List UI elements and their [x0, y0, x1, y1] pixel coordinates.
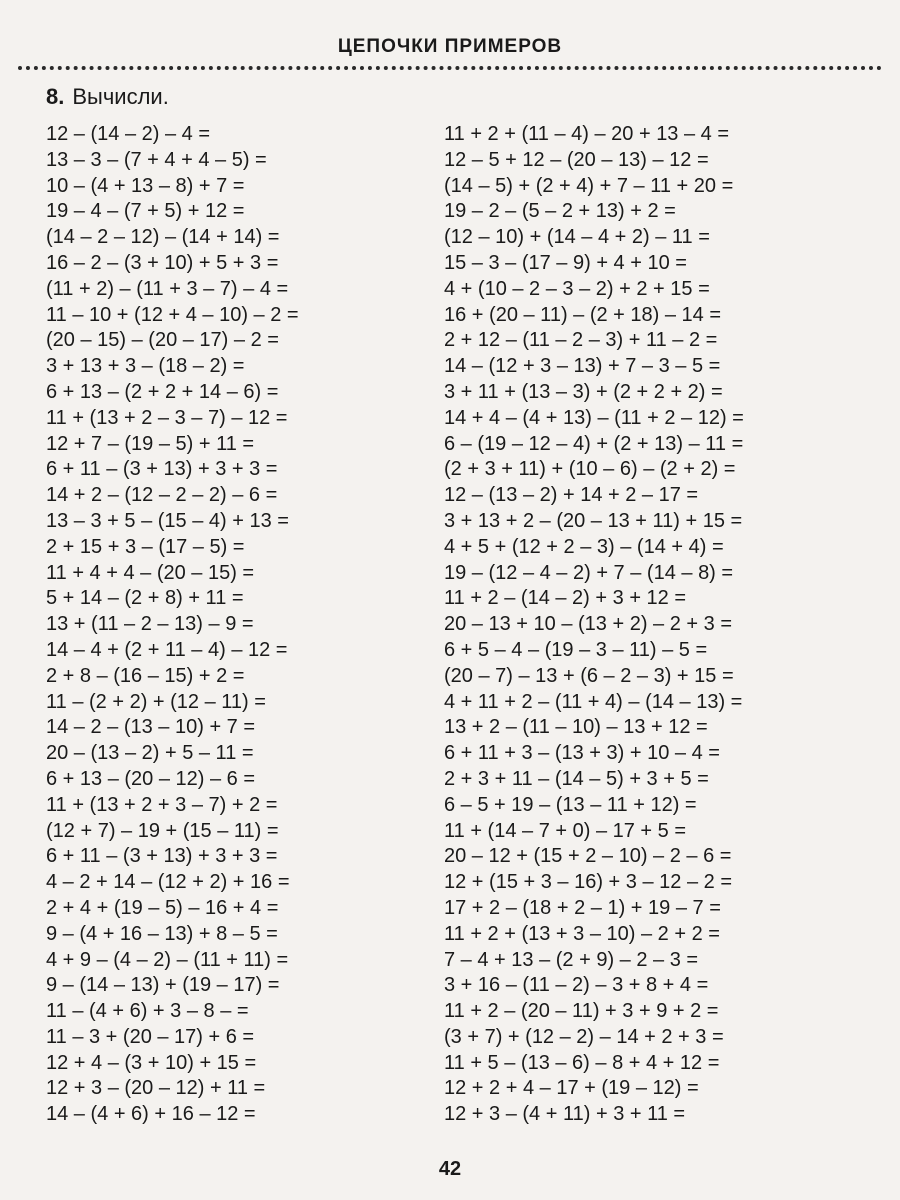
- math-expression: 17 + 2 – (18 + 2 – 1) + 19 – 7 =: [444, 896, 721, 919]
- math-expression: 12 + 3 – (20 – 12) + 11 =: [46, 1077, 266, 1100]
- math-expression: 14 – 4 + (2 + 11 – 4) – 12 =: [46, 638, 288, 661]
- math-expression: 11 + (13 + 2 + 3 – 7) + 2 =: [46, 793, 278, 816]
- math-expression: 20 – 12 + (15 + 2 – 10) – 2 – 6 =: [444, 845, 732, 868]
- math-expression: (14 – 5) + (2 + 4) + 7 – 11 + 20 =: [444, 174, 734, 197]
- math-expression: 11 – 3 + (20 – 17) + 6 =: [46, 1025, 255, 1048]
- math-expression: 6 + 5 – 4 – (19 – 3 – 11) – 5 =: [444, 638, 708, 661]
- math-expression: 10 – (4 + 13 – 8) + 7 =: [46, 174, 245, 197]
- math-expression: 15 – 3 – (17 – 9) + 4 + 10 =: [444, 251, 687, 274]
- math-expression: 11 – (2 + 2) + (12 – 11) =: [46, 690, 266, 713]
- math-expression: 6 + 11 – (3 + 13) + 3 + 3 =: [46, 458, 278, 481]
- math-expression: 6 – 5 + 19 – (13 – 11 + 12) =: [444, 793, 697, 816]
- math-expression: 14 – 2 – (13 – 10) + 7 =: [46, 716, 256, 739]
- page-title: ЦЕПОЧКИ ПРИМЕРОВ: [337, 36, 563, 57]
- task-number: 8.: [46, 84, 65, 109]
- task-instruction: Вычисли.: [72, 84, 169, 109]
- math-expression: 12 – (14 – 2) – 4 =: [46, 123, 211, 145]
- math-expression: 13 + 2 – (11 – 10) – 13 + 12 =: [444, 716, 708, 739]
- math-expression: 2 + 4 + (19 – 5) – 16 + 4 =: [46, 896, 279, 919]
- math-expression: 4 + 5 + (12 + 2 – 3) – (14 + 4) =: [444, 535, 724, 558]
- math-expression: 6 + 13 – (20 – 12) – 6 =: [46, 767, 256, 790]
- math-expression: (2 + 3 + 11) + (10 – 6) – (2 + 2) =: [444, 458, 736, 481]
- math-expression: 3 + 16 – (11 – 2) – 3 + 8 + 4 =: [444, 974, 709, 997]
- math-expression: 13 – 3 + 5 – (15 – 4) + 13 =: [46, 509, 289, 532]
- math-expression: 11 + 2 + (13 + 3 – 10) – 2 + 2 =: [444, 922, 720, 945]
- math-expression: 2 + 3 + 11 – (14 – 5) + 3 + 5 =: [444, 767, 709, 790]
- math-expression: (12 + 7) – 19 + (15 – 11) =: [46, 819, 279, 842]
- math-expression: 20 – 13 + 10 – (13 + 2) – 2 + 3 =: [444, 613, 732, 636]
- math-expression: 19 – (12 – 4 – 2) + 7 – (14 – 8) =: [444, 561, 734, 584]
- math-expression: 11 + 4 + 4 – (20 – 15) =: [46, 561, 255, 584]
- right-expression-column: [444, 122, 744, 1128]
- math-expression: 12 + 7 – (19 – 5) + 11 =: [46, 432, 255, 455]
- math-expression: 12 + 4 – (3 + 10) + 15 =: [46, 1051, 257, 1074]
- math-expression: 6 + 11 – (3 + 13) + 3 + 3 =: [46, 845, 278, 868]
- math-expression: 11 – 10 + (12 + 4 – 10) – 2 =: [46, 303, 299, 326]
- math-expression: 13 – 3 – (7 + 4 + 4 – 5) =: [46, 148, 267, 171]
- math-expression: 4 – 2 + 14 – (12 + 2) + 16 =: [46, 871, 290, 894]
- math-expression: 14 + 4 – (4 + 13) – (11 + 2 – 12) =: [444, 406, 744, 429]
- math-expression: 11 – (4 + 6) + 3 – 8 – =: [46, 1000, 249, 1023]
- math-expression: 6 + 11 + 3 – (13 + 3) + 10 – 4 =: [444, 742, 720, 765]
- math-expression: 16 – 2 – (3 + 10) + 5 + 3 =: [46, 251, 279, 274]
- dotted-divider: [18, 66, 882, 70]
- math-expression: (20 – 7) – 13 + (6 – 2 – 3) + 15 =: [444, 664, 734, 687]
- math-expression: 14 + 2 – (12 – 2 – 2) – 6 =: [46, 484, 278, 507]
- math-expression: 20 – (13 – 2) + 5 – 11 =: [46, 742, 254, 765]
- math-expression: 3 + 13 + 3 – (18 – 2) =: [46, 355, 245, 378]
- math-expression: (11 + 2) – (11 + 3 – 7) – 4 =: [46, 277, 289, 300]
- page-number: 42: [438, 1158, 462, 1180]
- math-expression: 2 + 12 – (11 – 2 – 3) + 11 – 2 =: [444, 329, 718, 352]
- math-expression: 12 + (15 + 3 – 16) + 3 – 12 – 2 =: [444, 871, 732, 894]
- math-expression: 3 + 13 + 2 – (20 – 13 + 11) + 15 =: [444, 509, 743, 532]
- task-heading: [46, 84, 169, 110]
- math-expression: 11 + (14 – 7 + 0) – 17 + 5 =: [444, 819, 687, 842]
- math-expression: 13 + (11 – 2 – 13) – 9 =: [46, 613, 254, 636]
- math-expression: 9 – (4 + 16 – 13) + 8 – 5 =: [46, 922, 278, 945]
- math-expression: 12 + 3 – (4 + 11) + 3 + 11 =: [444, 1103, 686, 1126]
- math-expression: 12 – 5 + 12 – (20 – 13) – 12 =: [444, 148, 709, 171]
- math-expression: 12 – (13 – 2) + 14 + 2 – 17 =: [444, 484, 699, 507]
- math-expression: (12 – 10) + (14 – 4 + 2) – 11 =: [444, 226, 710, 249]
- math-expression: 2 + 8 – (16 – 15) + 2 =: [46, 664, 245, 687]
- math-expression: 5 + 14 – (2 + 8) + 11 =: [46, 587, 244, 610]
- math-expression: 7 – 4 + 13 – (2 + 9) – 2 – 3 =: [444, 948, 699, 971]
- math-expression: 14 – (4 + 6) + 16 – 12 =: [46, 1103, 256, 1126]
- math-expression: 3 + 11 + (13 – 3) + (2 + 2 + 2) =: [444, 380, 723, 403]
- math-expression: 6 – (19 – 12 – 4) + (2 + 13) – 11 =: [444, 432, 744, 455]
- math-expression: 12 + 2 + 4 – 17 + (19 – 12) =: [444, 1077, 699, 1100]
- math-expression: 14 – (12 + 3 – 13) + 7 – 3 – 5 =: [444, 355, 721, 378]
- math-expression: 19 – 4 – (7 + 5) + 12 =: [46, 200, 245, 223]
- math-expression: 11 + 2 – (20 – 11) + 3 + 9 + 2 =: [444, 1000, 719, 1023]
- math-expression: 4 + 11 + 2 – (11 + 4) – (14 – 13) =: [444, 690, 743, 713]
- math-expression: 19 – 2 – (5 – 2 + 13) + 2 =: [444, 200, 676, 223]
- math-expression: (3 + 7) + (12 – 2) – 14 + 2 + 3 =: [444, 1025, 724, 1048]
- math-expression: (14 – 2 – 12) – (14 + 14) =: [46, 226, 280, 249]
- math-expression: 4 + (10 – 2 – 3 – 2) + 2 + 15 =: [444, 277, 710, 300]
- math-expression: 9 – (14 – 13) + (19 – 17) =: [46, 974, 280, 997]
- math-expression: 11 + 2 – (14 – 2) + 3 + 12 =: [444, 587, 687, 610]
- math-expression: 11 + (13 + 2 – 3 – 7) – 12 =: [46, 406, 288, 429]
- math-expression: 4 + 9 – (4 – 2) – (11 + 11) =: [46, 948, 289, 971]
- math-expression: 11 + 2 + (11 – 4) – 20 + 13 – 4 =: [444, 123, 730, 145]
- math-expression: 16 + (20 – 11) – (2 + 18) – 14 =: [444, 303, 722, 326]
- math-expression: 11 + 5 – (13 – 6) – 8 + 4 + 12 =: [444, 1051, 720, 1074]
- math-expression: 6 + 13 – (2 + 2 + 14 – 6) =: [46, 380, 279, 403]
- left-expression-column: [46, 122, 299, 1128]
- math-expression: 2 + 15 + 3 – (17 – 5) =: [46, 535, 245, 558]
- math-expression: (20 – 15) – (20 – 17) – 2 =: [46, 329, 279, 352]
